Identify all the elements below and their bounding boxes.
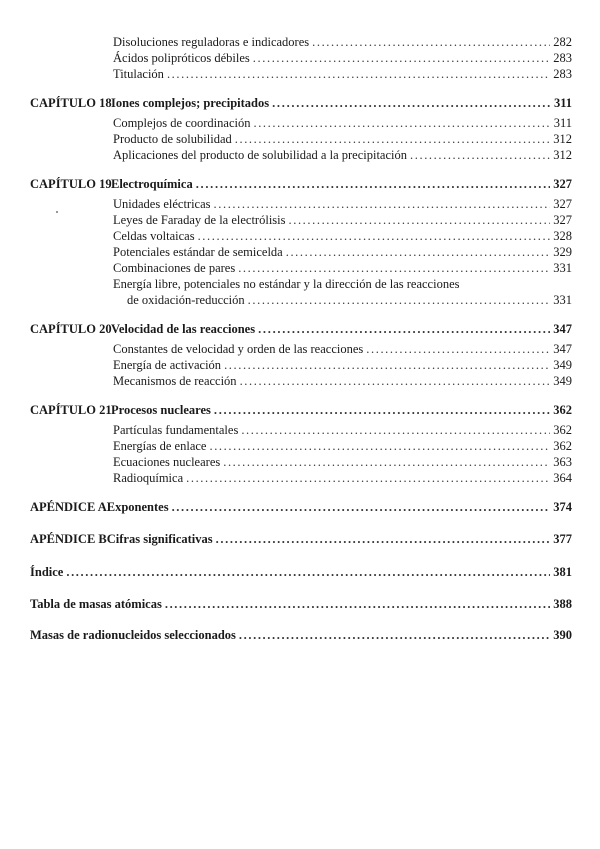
dot-leader (312, 34, 550, 50)
entry-page: 283 (553, 67, 572, 81)
dot-leader (241, 422, 550, 438)
index-page: 381 (553, 565, 572, 579)
dot-leader (410, 147, 550, 163)
dot-leader (253, 50, 550, 66)
toc-entry[interactable] (113, 454, 572, 470)
appendix-page: 377 (553, 532, 572, 546)
entry-title: Aplicaciones del producto de solubilidad a la precipitación (113, 148, 408, 162)
entry-title: Constantes de velocidad y orden de las reacciones (113, 342, 364, 356)
toc-entry[interactable] (113, 357, 572, 373)
entry-page: 312 (553, 148, 572, 162)
dot-leader (289, 212, 551, 228)
atomic-masses-page: 388 (553, 597, 572, 611)
entry-title: Energías de enlace (113, 439, 207, 453)
appendix-a-heading[interactable] (30, 499, 572, 515)
chapter-page: 311 (553, 96, 572, 110)
chapter-heading-19[interactable] (30, 176, 572, 192)
entry-title: Producto de solubilidad (113, 132, 232, 146)
entry-page: 327 (553, 197, 572, 211)
appendix-label: APÉNDICE B (30, 532, 107, 546)
toc-entry[interactable] (113, 341, 572, 357)
radionuclides-page: 390 (553, 628, 572, 642)
entry-title: Partículas fundamentales (113, 423, 239, 437)
toc-entry[interactable] (113, 196, 572, 212)
entry-page: 364 (553, 471, 572, 485)
toc-entry[interactable] (113, 373, 572, 389)
radionuclides-title: Masas de radionucleidos seleccionados (30, 628, 236, 642)
entry-page: 349 (553, 358, 572, 372)
toc-entry[interactable] (113, 228, 572, 244)
dot-leader (366, 341, 550, 357)
entry-title: Mecanismos de reacción (113, 374, 237, 388)
dot-leader (214, 196, 551, 212)
dot-leader (235, 131, 551, 147)
dot-leader (186, 470, 550, 486)
entry-title: Unidades eléctricas (113, 197, 211, 211)
entry-title: Titulación (113, 67, 164, 81)
toc-entry[interactable] (113, 115, 572, 131)
dot-leader (223, 454, 550, 470)
dot-leader (167, 66, 550, 82)
entry-title: Ecuaciones nucleares (113, 455, 221, 469)
dot-leader (272, 95, 551, 111)
index-heading[interactable] (30, 564, 572, 580)
dot-leader (238, 260, 550, 276)
dot-leader (239, 627, 550, 643)
atomic-masses-heading[interactable] (30, 596, 572, 612)
entry-title: Leyes de Faraday de la electrólisis (113, 213, 286, 227)
index-title: Índice (30, 565, 64, 579)
chapter-label: CAPÍTULO 20 (30, 322, 112, 336)
appendix-b-heading[interactable] (30, 531, 572, 547)
toc-entry[interactable] (113, 212, 572, 228)
entry-page: 363 (553, 455, 572, 469)
toc-entry[interactable] (113, 438, 572, 454)
entry-title: Energía de activación (113, 358, 222, 372)
dot-leader (172, 499, 551, 515)
dot-leader (165, 596, 550, 612)
chapter-title: Procesos nucleares (111, 403, 211, 417)
dot-leader (209, 438, 550, 454)
appendix-label: APÉNDICE A (30, 500, 107, 514)
dot-leader (214, 402, 550, 418)
dot-leader (224, 357, 550, 373)
entry-page: 362 (553, 439, 572, 453)
dot-leader (198, 228, 551, 244)
entry-page: 327 (553, 213, 572, 227)
dot-leader (248, 292, 551, 308)
entry-page: 282 (553, 35, 572, 49)
chapter-label: CAPÍTULO 21 (30, 403, 112, 417)
dot-leader (196, 176, 551, 192)
dot-leader (66, 564, 550, 580)
dot-leader (216, 531, 551, 547)
entry-title-line2: de oxidación-reducción (127, 293, 245, 307)
dot-leader (286, 244, 551, 260)
chapter-page: 347 (553, 322, 572, 336)
entry-title: Celdas voltaicas (113, 229, 195, 243)
entry-page: 329 (553, 245, 572, 259)
dot-leader (253, 115, 550, 131)
toc-entry[interactable] (113, 147, 572, 163)
chapter-heading-21[interactable] (30, 402, 572, 418)
entry-title: Radioquímica (113, 471, 184, 485)
appendix-title: Cifras significativas (106, 532, 213, 546)
chapter-title: Velocidad de las reacciones (111, 322, 256, 336)
toc-entry[interactable] (113, 260, 572, 276)
entry-title: Ácidos polipróticos débiles (113, 51, 250, 65)
chapter-label: CAPÍTULO 19 (30, 177, 112, 191)
entry-page: 349 (553, 374, 572, 388)
chapter-heading-20[interactable] (30, 321, 572, 337)
entry-page: 311 (553, 116, 572, 130)
dot-leader (240, 373, 551, 389)
toc-entry[interactable] (113, 34, 572, 50)
toc-entry[interactable] (113, 244, 572, 260)
chapter-title: Iones complejos; precipitados (111, 96, 270, 110)
chapter-heading-18[interactable] (30, 95, 572, 111)
entry-page: 312 (553, 132, 572, 146)
entry-page: 331 (553, 293, 572, 307)
entry-page: 362 (553, 423, 572, 437)
entry-page: 331 (553, 261, 572, 275)
dot-leader (258, 321, 550, 337)
toc-entry[interactable] (127, 292, 572, 308)
toc-entry[interactable] (113, 50, 572, 66)
entry-page: 347 (553, 342, 572, 356)
entry-title: Combinaciones de pares (113, 261, 236, 275)
entry-title: Potenciales estándar de semicelda (113, 245, 283, 259)
toc-entry[interactable] (113, 422, 572, 438)
toc-entry[interactable] (113, 131, 572, 147)
toc-entry[interactable] (113, 66, 572, 82)
scan-speck (56, 211, 58, 213)
chapter-title: Electroquímica (111, 177, 193, 191)
entry-title: Disoluciones reguladoras e indicadores (113, 35, 310, 49)
chapter-page: 327 (553, 177, 572, 191)
entry-title-line1[interactable]: Energía libre, potenciales no estándar y la dirección de las reacciones (113, 277, 460, 291)
toc-entry[interactable] (113, 470, 572, 486)
appendix-title: Exponentes (106, 500, 169, 514)
entry-page: 328 (553, 229, 572, 243)
entry-title: Complejos de coordinación (113, 116, 251, 130)
entry-page: 283 (553, 51, 572, 65)
chapter-label: CAPÍTULO 18 (30, 96, 112, 110)
radionuclides-heading[interactable] (30, 627, 572, 643)
chapter-page: 362 (553, 403, 572, 417)
atomic-masses-title: Tabla de masas atómicas (30, 597, 162, 611)
appendix-page: 374 (553, 500, 572, 514)
